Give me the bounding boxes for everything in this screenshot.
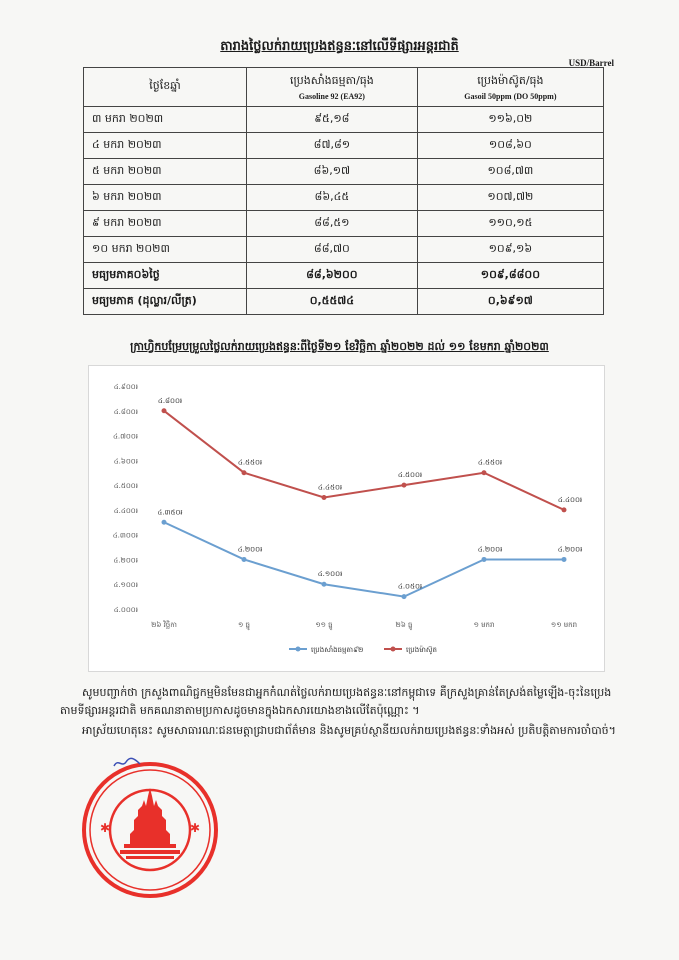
row-gasoline: ៨៨,៧០ (247, 237, 418, 263)
paragraph-instruction: អាស្រ័យហេតុនេះ សូមសាធារណៈជនមេត្តាជ្រាបជាព័ត៌មាន និងសូមគ្រប់ស្ថានីយលក់រាយប្រេងឥន្ធនៈទាំងអស់ ប្រតិបត្តិតាមការចាំបាច់។ (82, 724, 616, 737)
row-diesel: ១០៨,៦០ (417, 133, 603, 159)
data-point (562, 507, 567, 512)
y-tick-label: ៤.៧០០៛ (112, 432, 138, 441)
data-point (242, 470, 247, 475)
y-tick-label: ៤.៥០០៛ (113, 482, 138, 491)
row-diesel: ១០៨,៧៣ (417, 159, 603, 185)
average-gasoline: ៨៨,៦២០០ (247, 263, 418, 289)
x-tick-label: ១១ មករា (550, 621, 578, 629)
table-row (84, 133, 604, 159)
ministry-seal-icon (80, 760, 220, 900)
average-liter-label: មធ្យមភាគ (ដុល្លារ/លីត្រ) (84, 289, 247, 315)
unit-label: USD/Barrel (568, 58, 614, 68)
average-liter-row (84, 289, 604, 315)
data-point (242, 557, 247, 562)
data-label: ៤.៣៥០៛ (157, 508, 183, 517)
row-diesel: ១០៧,៧២ (417, 185, 603, 211)
header-gasoline: ប្រេងសាំងធម្មតា/ធុង Gasoline 92 (EA92) (247, 68, 418, 107)
data-label: ៤.៤៥០៛ (317, 483, 343, 492)
table-row (84, 107, 604, 133)
row-gasoline: ៨៧,៨១ (247, 133, 418, 159)
row-gasoline: ៨៦,៤៥ (247, 185, 418, 211)
data-label: ៤.៨០០៛ (157, 396, 183, 405)
price-table (83, 67, 604, 315)
row-gasoline: ៩៥,១៨ (247, 107, 418, 133)
data-label: ៤.៥០០៛ (397, 471, 423, 480)
data-label: ៤.១០០៛ (317, 570, 343, 579)
average-row (84, 263, 604, 289)
y-tick-label: ៤.១០០៛ (113, 581, 138, 590)
data-point (482, 557, 487, 562)
table-row (84, 211, 604, 237)
average-diesel: ១០៩,៨៨០០ (417, 263, 603, 289)
paragraph-note: សូមបញ្ជាក់ថា ក្រសួងពាណិជ្ជកម្មមិនមែនជាអ្នកកំណត់ថ្លៃលក់រាយប្រេងឥន្ធនៈនៅកម្ពុជាទេ គឺក្រសួងគ្រាន់តែស្រង់តម្លៃឡើង-ចុះនៃប្រេងតាមទីផ្សារអន្តរជាតិ មកគណនាតាមប្រកាសដូចមានក្នុងឯកសារយោងខាងលើតែប៉ុណ្ណោះ ។ (60, 686, 612, 717)
table-header-row (84, 68, 604, 107)
data-label: ៤.២០០៛ (477, 545, 503, 554)
table-row (84, 159, 604, 185)
row-date: ៦ មករា ២០២៣ (84, 185, 247, 211)
row-date: ៩ មករា ២០២៣ (84, 211, 247, 237)
data-label: ៤.០៥០៛ (397, 582, 423, 591)
y-tick-label: ៤.៨០០៛ (113, 407, 138, 416)
y-tick-label: ៤.៣០០៛ (112, 531, 138, 540)
data-point (402, 483, 407, 488)
header-date: ថ្ងៃខែឆ្នាំ (84, 68, 247, 107)
svg-text:✱: ✱ (190, 821, 201, 835)
data-label: ៤.៥៥០៛ (477, 458, 503, 467)
average-label: មធ្យមភាគ០៦ថ្ងៃ (84, 263, 247, 289)
row-diesel: ១០៩,១៦ (417, 237, 603, 263)
x-tick-label: ១១ ធ្នូ (315, 621, 333, 629)
series-line (164, 522, 564, 596)
data-label: ៤.២០០៛ (237, 545, 263, 554)
table-row (84, 237, 604, 263)
average-liter-gasoline: ០,៥៥៧៤ (247, 289, 418, 315)
data-point (402, 594, 407, 599)
legend-marker (391, 647, 396, 652)
legend-entry: ប្រេងសាំងធម្មតា៩២ (311, 646, 364, 654)
data-point (562, 557, 567, 562)
row-gasoline: ៨៨,៥១ (247, 211, 418, 237)
legend-marker (296, 647, 301, 652)
document-title: តារាងថ្លៃលក់រាយប្រេងឥន្ធនៈនៅលើទីផ្សារអន្តរជាតិ (220, 39, 459, 54)
average-liter-diesel: ០,៦៩១៧ (417, 289, 603, 315)
row-gasoline: ៨៦,១៧ (247, 159, 418, 185)
data-label: ៤.២០០៛ (557, 545, 583, 554)
series-line (164, 411, 564, 510)
y-tick-label: ៤.២០០៛ (113, 556, 138, 565)
data-label: ៤.៥៥០៛ (237, 458, 263, 467)
table-row (84, 185, 604, 211)
row-date: ១០ មករា ២០២៣ (84, 237, 247, 263)
data-point (482, 470, 487, 475)
data-label: ៤.៤០០៛ (557, 495, 583, 504)
svg-text:✱: ✱ (100, 821, 111, 835)
row-diesel: ១១៦,០២ (417, 107, 603, 133)
y-tick-label: ៤.៦០០៛ (113, 457, 138, 466)
row-date: ៤ មករា ២០២៣ (84, 133, 247, 159)
x-tick-label: ២៦ វិច្ឆិកា (151, 621, 177, 629)
y-tick-label: ៤.៩០០៛ (113, 383, 138, 391)
data-point (322, 495, 327, 500)
y-tick-label: ៤.៤០០៛ (113, 506, 138, 515)
row-date: ៥ មករា ២០២៣ (84, 159, 247, 185)
x-tick-label: ១ ធ្នូ (238, 621, 250, 629)
price-chart (88, 365, 605, 672)
header-diesel: ប្រេងម៉ាស៊ូត/ធុង Gasoil 50ppm (DO 50ppm) (417, 68, 603, 107)
row-diesel: ១១០,១៥ (417, 211, 603, 237)
data-point (162, 520, 167, 525)
signature-mark-icon (112, 756, 142, 770)
x-tick-label: ២៦ ធ្នូ (395, 621, 413, 629)
x-tick-label: ១ មករា (473, 621, 495, 629)
data-point (322, 582, 327, 587)
y-tick-label: ៤.០០០៛ (113, 606, 138, 614)
chart-title: ក្រាហ្វិកបម្រែបម្រួលថ្លៃលក់រាយប្រេងឥន្ធនៈពីថ្ងៃទី២១ ខែវិច្ឆិកា ឆ្នាំ២០២២ ដល់ ១១ ខែមករា ឆ្នាំ២០២៣ (130, 340, 549, 353)
legend-entry: ប្រេងម៉ាស៊ូត (406, 646, 437, 654)
row-date: ៣ មករា ២០២៣ (84, 107, 247, 133)
chart-svg (89, 366, 604, 671)
data-point (162, 408, 167, 413)
